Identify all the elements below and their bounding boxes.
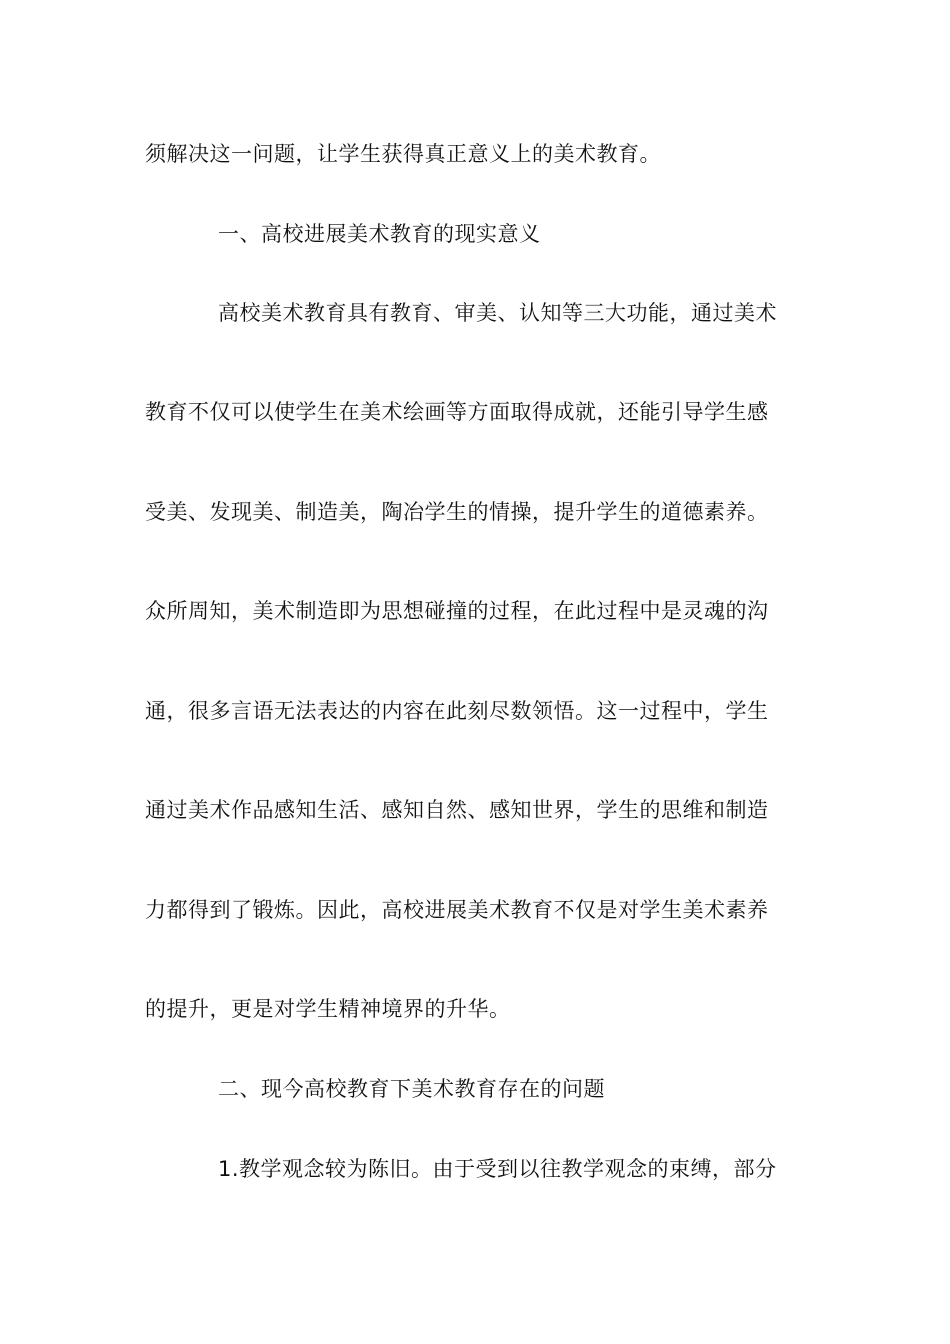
paragraph-line: 众所周知，美术制造即为思想碰撞的过程，在此过程中是灵魂的沟 (145, 599, 769, 623)
paragraph-line: 力都得到了锻炼。因此，高校进展美术教育不仅是对学生美术素养 (145, 898, 769, 922)
paragraph-line: 教育不仅可以使学生在美术绘画等方面取得成就，还能引导学生感 (145, 400, 769, 424)
paragraph-line: 须解决这一问题，让学生获得真正意义上的美术教育。 (145, 142, 661, 166)
paragraph-line: 受美、发现美、制造美，陶冶学生的情操，提升学生的道德素养。 (145, 500, 769, 524)
paragraph-line: 的提升，更是对学生精神境界的升华。 (145, 997, 511, 1021)
paragraph-line: 1.教学观念较为陈旧。由于受到以往教学观念的束缚，部分 (218, 1157, 777, 1181)
paragraph-line: 通，很多言语无法表达的内容在此刻尽数领悟。这一过程中，学生 (145, 699, 769, 723)
paragraph-line: 通过美术作品感知生活、感知自然、感知世界，学生的思维和制造 (145, 798, 769, 822)
section-heading-1: 一、高校进展美术教育的现实意义 (218, 222, 541, 246)
paragraph-line: 高校美术教育具有教育、审美、认知等三大功能，通过美术 (218, 301, 777, 325)
section-heading-2: 二、现今高校教育下美术教育存在的问题 (218, 1077, 605, 1101)
